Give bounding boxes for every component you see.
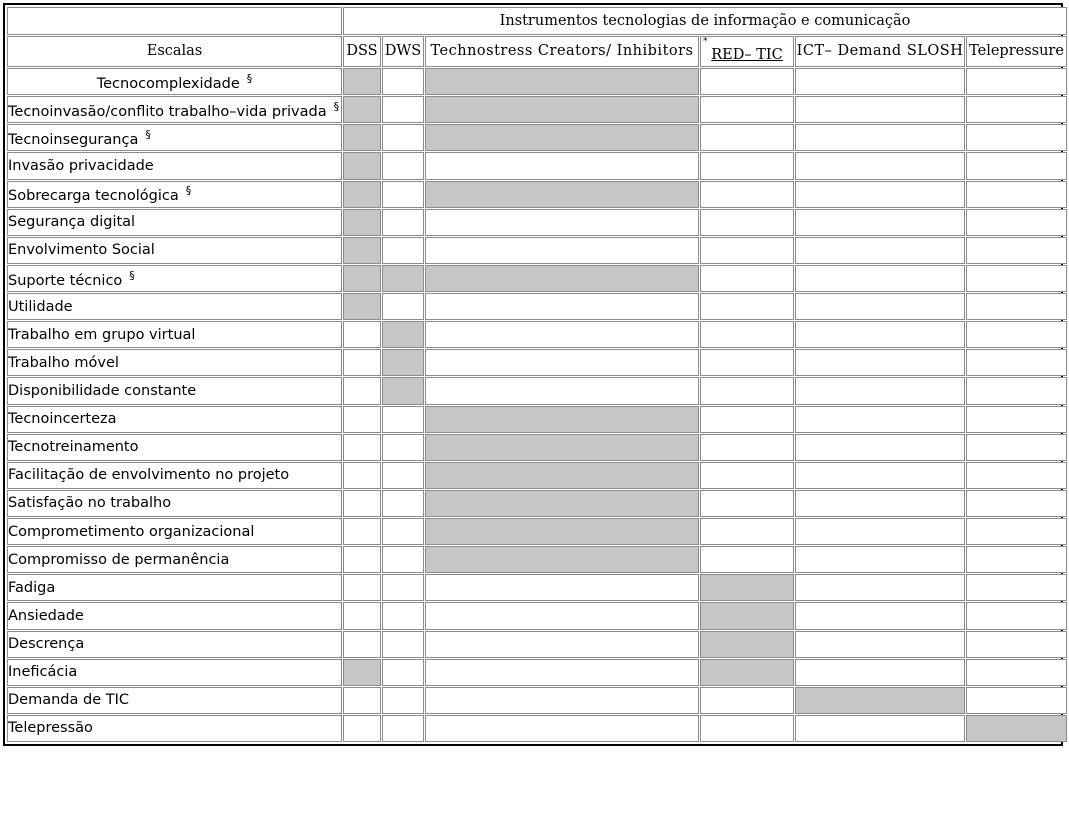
cell-telepressure	[966, 462, 1067, 489]
cell-ictdemand	[795, 602, 965, 629]
red-tic-footnote-marker: *	[703, 37, 708, 48]
column-header-dws: DWS	[382, 36, 424, 67]
table-row	[7, 518, 1067, 545]
table-row	[7, 96, 1067, 123]
cell-redtic	[700, 715, 794, 742]
cell-telepressure	[966, 518, 1067, 545]
matrix	[6, 6, 1068, 743]
table-row	[7, 462, 1067, 489]
cell-dss	[343, 68, 381, 95]
cell-dss	[343, 181, 381, 208]
row-label	[7, 377, 342, 404]
cell-dws	[382, 96, 424, 123]
row-label	[7, 152, 342, 179]
cell-dss	[343, 490, 381, 517]
cell-dss	[343, 209, 381, 236]
cell-technostress	[425, 462, 699, 489]
cell-redtic	[700, 293, 794, 320]
cell-dws	[382, 181, 424, 208]
cell-telepressure	[966, 349, 1067, 376]
table-row	[7, 687, 1067, 714]
cell-dss	[343, 631, 381, 658]
table-row	[7, 349, 1067, 376]
row-label	[7, 490, 342, 517]
cell-dws	[382, 152, 424, 179]
row-label-text: Disponibilidade constante	[8, 382, 197, 399]
table-row	[7, 265, 1067, 292]
row-label-text: Ineficácia	[8, 664, 78, 681]
cell-dws	[382, 659, 424, 686]
cell-dws	[382, 349, 424, 376]
table-row	[7, 377, 1067, 404]
cell-technostress	[425, 631, 699, 658]
cell-technostress	[425, 602, 699, 629]
column-header-dss: DSS	[343, 36, 381, 67]
header-corner-blank	[7, 7, 342, 35]
cell-telepressure	[966, 209, 1067, 236]
row-label-text: Trabalho móvel	[8, 354, 119, 371]
row-label-footnote-marker: §	[333, 99, 340, 113]
cell-ictdemand	[795, 406, 965, 433]
cell-telepressure	[966, 434, 1067, 461]
cell-ictdemand	[795, 96, 965, 123]
row-label	[7, 181, 342, 208]
cell-technostress	[425, 349, 699, 376]
cell-telepressure	[966, 574, 1067, 601]
cell-redtic	[700, 518, 794, 545]
row-label-footnote-marker: §	[129, 268, 135, 282]
cell-dws	[382, 546, 424, 573]
table-row	[7, 321, 1067, 348]
cell-ictdemand	[795, 68, 965, 95]
cell-technostress	[425, 546, 699, 573]
cell-telepressure	[966, 321, 1067, 348]
group-header-row	[7, 7, 1067, 35]
cell-dws	[382, 462, 424, 489]
row-label	[7, 124, 342, 151]
table-row	[7, 546, 1067, 573]
table-row	[7, 181, 1067, 208]
cell-telepressure	[966, 406, 1067, 433]
cell-ictdemand	[795, 321, 965, 348]
cell-dss	[343, 124, 381, 151]
cell-dws	[382, 68, 424, 95]
table-row	[7, 152, 1067, 179]
row-label-text: Descrença	[8, 636, 85, 653]
table-row	[7, 237, 1067, 264]
cell-ictdemand	[795, 349, 965, 376]
cell-dss	[343, 546, 381, 573]
cell-dss	[343, 152, 381, 179]
cell-dss	[343, 434, 381, 461]
cell-telepressure	[966, 377, 1067, 404]
column-header-telepressure: Telepressure	[966, 36, 1067, 67]
cell-ictdemand	[795, 518, 965, 545]
table-row	[7, 574, 1067, 601]
cell-dws	[382, 715, 424, 742]
cell-ictdemand	[795, 237, 965, 264]
cell-dss	[343, 237, 381, 264]
cell-dws	[382, 124, 424, 151]
cell-dws	[382, 518, 424, 545]
cell-technostress	[425, 152, 699, 179]
row-label	[7, 602, 342, 629]
cell-technostress	[425, 574, 699, 601]
cell-technostress	[425, 490, 699, 517]
cell-technostress	[425, 124, 699, 151]
cell-technostress	[425, 181, 699, 208]
cell-technostress	[425, 687, 699, 714]
red-tic-label-text: RED– TIC	[711, 47, 783, 64]
column-header-ict-demand-slosh: ICT– Demand SLOSH	[795, 36, 965, 67]
cell-dss	[343, 293, 381, 320]
cell-dws	[382, 321, 424, 348]
cell-redtic	[700, 574, 794, 601]
cell-redtic	[700, 377, 794, 404]
cell-technostress	[425, 434, 699, 461]
cell-dss	[343, 349, 381, 376]
row-label	[7, 349, 342, 376]
cell-redtic	[700, 209, 794, 236]
cell-telepressure	[966, 659, 1067, 686]
group-header-instruments: Instrumentos tecnologias de informação e comunicação	[343, 7, 1067, 35]
red-tic-label	[701, 48, 793, 63]
row-label-text: Trabalho em grupo virtual	[8, 326, 196, 343]
cell-technostress	[425, 237, 699, 264]
cell-redtic	[700, 349, 794, 376]
cell-technostress	[425, 321, 699, 348]
cell-redtic	[700, 68, 794, 95]
row-label	[7, 434, 342, 461]
row-label-footnote-marker: §	[145, 127, 151, 141]
table-row	[7, 490, 1067, 517]
cell-redtic	[700, 602, 794, 629]
row-label-text: Telepressão	[8, 720, 93, 737]
row-label	[7, 687, 342, 714]
table-head	[7, 7, 1067, 67]
cell-dws	[382, 377, 424, 404]
cell-redtic	[700, 490, 794, 517]
cell-dws	[382, 406, 424, 433]
cell-telepressure	[966, 293, 1067, 320]
cell-telepressure	[966, 237, 1067, 264]
cell-redtic	[700, 237, 794, 264]
cell-technostress	[425, 518, 699, 545]
table-row	[7, 124, 1067, 151]
cell-ictdemand	[795, 546, 965, 573]
cell-ictdemand	[795, 124, 965, 151]
row-label-text: Compromisso de permanência	[8, 551, 230, 568]
row-label-text: Comprometimento organizacional	[8, 523, 255, 540]
cell-telepressure	[966, 181, 1067, 208]
cell-telepressure	[966, 546, 1067, 573]
row-label	[7, 715, 342, 742]
cell-redtic	[700, 631, 794, 658]
cell-dss	[343, 574, 381, 601]
cell-technostress	[425, 293, 699, 320]
cell-redtic	[700, 687, 794, 714]
cell-dss	[343, 659, 381, 686]
row-label-text: Invasão privacidade	[8, 157, 154, 174]
cell-ictdemand	[795, 377, 965, 404]
cell-telepressure	[966, 152, 1067, 179]
cell-redtic	[700, 659, 794, 686]
row-label	[7, 462, 342, 489]
row-label	[7, 209, 342, 236]
cell-ictdemand	[795, 209, 965, 236]
cell-ictdemand	[795, 687, 965, 714]
cell-telepressure	[966, 490, 1067, 517]
cell-redtic	[700, 546, 794, 573]
comparison-matrix-table	[3, 3, 1063, 746]
column-header-technostress: Technostress Creators/ Inhibitors	[425, 36, 699, 67]
cell-technostress	[425, 377, 699, 404]
row-label-text: Tecnotreinamento	[8, 439, 139, 456]
cell-dws	[382, 434, 424, 461]
row-label-text: Envolvimento Social	[8, 242, 155, 259]
table-row	[7, 293, 1067, 320]
row-label	[7, 574, 342, 601]
table-row	[7, 406, 1067, 433]
cell-redtic	[700, 96, 794, 123]
cell-telepressure	[966, 687, 1067, 714]
cell-technostress	[425, 406, 699, 433]
cell-dss	[343, 715, 381, 742]
row-label-text: Ansiedade	[8, 607, 84, 624]
cell-dss	[343, 377, 381, 404]
row-label	[7, 237, 342, 264]
table-row	[7, 209, 1067, 236]
cell-dws	[382, 490, 424, 517]
row-label-text: Utilidade	[8, 298, 73, 315]
cell-dws	[382, 209, 424, 236]
cell-telepressure	[966, 96, 1067, 123]
row-label	[7, 406, 342, 433]
row-label-text: Tecnocomplexidade	[96, 75, 240, 92]
cell-ictdemand	[795, 659, 965, 686]
cell-dws	[382, 687, 424, 714]
row-label	[7, 293, 342, 320]
cell-technostress	[425, 68, 699, 95]
cell-dws	[382, 237, 424, 264]
cell-redtic	[700, 434, 794, 461]
table-row	[7, 68, 1067, 95]
table-row	[7, 631, 1067, 658]
cell-dss	[343, 96, 381, 123]
cell-ictdemand	[795, 434, 965, 461]
cell-telepressure	[966, 68, 1067, 95]
cell-technostress	[425, 265, 699, 292]
row-label-text: Suporte técnico	[8, 272, 123, 289]
row-label-text: Tecnoinvasão/conflito trabalho–vida privada	[8, 103, 327, 120]
column-header-row	[7, 36, 1067, 67]
cell-telepressure	[966, 602, 1067, 629]
cell-ictdemand	[795, 152, 965, 179]
row-label-text: Facilitação de envolvimento no projeto	[8, 467, 290, 484]
cell-technostress	[425, 96, 699, 123]
cell-ictdemand	[795, 490, 965, 517]
cell-ictdemand	[795, 631, 965, 658]
row-label-text: Satisfação no trabalho	[8, 495, 172, 512]
cell-dss	[343, 518, 381, 545]
cell-telepressure	[966, 124, 1067, 151]
row-label	[7, 546, 342, 573]
cell-ictdemand	[795, 181, 965, 208]
cell-dss	[343, 406, 381, 433]
cell-dws	[382, 293, 424, 320]
cell-dws	[382, 265, 424, 292]
cell-redtic	[700, 462, 794, 489]
table-row	[7, 715, 1067, 742]
cell-dws	[382, 602, 424, 629]
cell-dws	[382, 574, 424, 601]
cell-dss	[343, 687, 381, 714]
cell-ictdemand	[795, 293, 965, 320]
cell-ictdemand	[795, 574, 965, 601]
column-header-escalas: Escalas	[7, 36, 342, 67]
cell-redtic	[700, 265, 794, 292]
row-label	[7, 68, 342, 95]
cell-dss	[343, 462, 381, 489]
cell-dss	[343, 321, 381, 348]
cell-redtic	[700, 321, 794, 348]
row-label	[7, 659, 342, 686]
cell-dws	[382, 631, 424, 658]
row-label	[7, 96, 342, 123]
row-label	[7, 631, 342, 658]
cell-redtic	[700, 124, 794, 151]
row-label-text: Sobrecarga tecnológica	[8, 187, 179, 204]
row-label	[7, 321, 342, 348]
table-body	[7, 68, 1067, 742]
cell-ictdemand	[795, 462, 965, 489]
cell-redtic	[700, 181, 794, 208]
cell-telepressure	[966, 715, 1067, 742]
cell-dss	[343, 265, 381, 292]
row-label-text: Segurança digital	[8, 214, 136, 231]
cell-ictdemand	[795, 715, 965, 742]
row-label-text: Demanda de TIC	[8, 692, 129, 709]
cell-technostress	[425, 715, 699, 742]
table-row	[7, 602, 1067, 629]
cell-technostress	[425, 209, 699, 236]
row-label-footnote-marker: §	[185, 184, 192, 198]
cell-telepressure	[966, 265, 1067, 292]
row-label-text: Tecnoinsegurança	[8, 131, 139, 148]
cell-ictdemand	[795, 265, 965, 292]
row-label-text: Tecnoincerteza	[8, 411, 117, 428]
row-label	[7, 518, 342, 545]
cell-technostress	[425, 659, 699, 686]
column-header-red-tic	[700, 36, 794, 67]
row-label	[7, 265, 342, 292]
table-row	[7, 434, 1067, 461]
row-label-text: Fadiga	[8, 579, 56, 596]
cell-redtic	[700, 406, 794, 433]
row-label-footnote-marker: §	[246, 71, 253, 85]
cell-dss	[343, 602, 381, 629]
cell-telepressure	[966, 631, 1067, 658]
cell-redtic	[700, 152, 794, 179]
table-row	[7, 659, 1067, 686]
